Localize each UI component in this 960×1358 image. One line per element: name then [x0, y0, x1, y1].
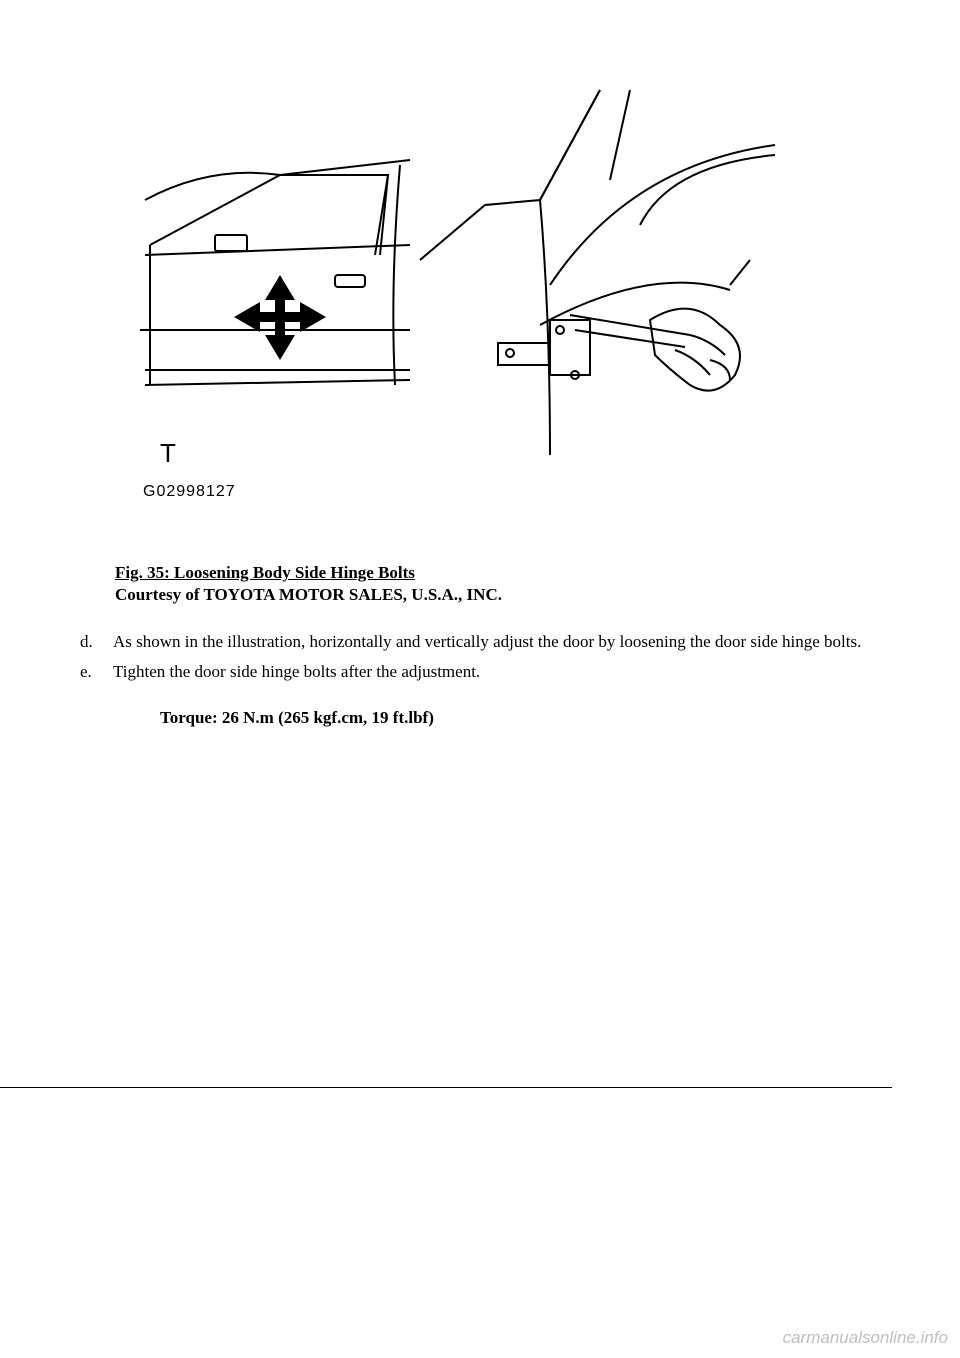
step-item [80, 660, 880, 683]
hinge-icon [498, 320, 590, 379]
watermark: carmanualsonline.info [782, 1328, 948, 1347]
figure-label: T [160, 438, 176, 468]
step-text: Tighten the door side hinge bolts after the adjustment. [113, 662, 481, 681]
hand-icon [650, 309, 740, 391]
figure-caption [115, 562, 502, 606]
figure-code: G02998127 [143, 483, 236, 500]
caption-title: Fig. 35: Loosening Body Side Hinge Bolts [115, 563, 415, 582]
step-item [80, 630, 880, 653]
procedure-steps [80, 630, 880, 690]
step-marker: d. [80, 632, 93, 651]
caption-courtesy: Courtesy of TOYOTA MOTOR SALES, U.S.A., INC. [115, 585, 502, 604]
step-text: As shown in the illustration, horizontally and vertically adjust the door by loosening the door side hinge bolts. [113, 632, 862, 651]
hinge-adjustment-illustration [130, 85, 775, 510]
step-marker: e. [80, 662, 92, 681]
four-way-arrow-icon [234, 275, 326, 360]
hinge-drawing [420, 90, 775, 455]
torque-spec: Torque: 26 N.m (265 kgf.cm, 19 ft.lbf) [160, 708, 434, 727]
page-divider [0, 1087, 892, 1088]
